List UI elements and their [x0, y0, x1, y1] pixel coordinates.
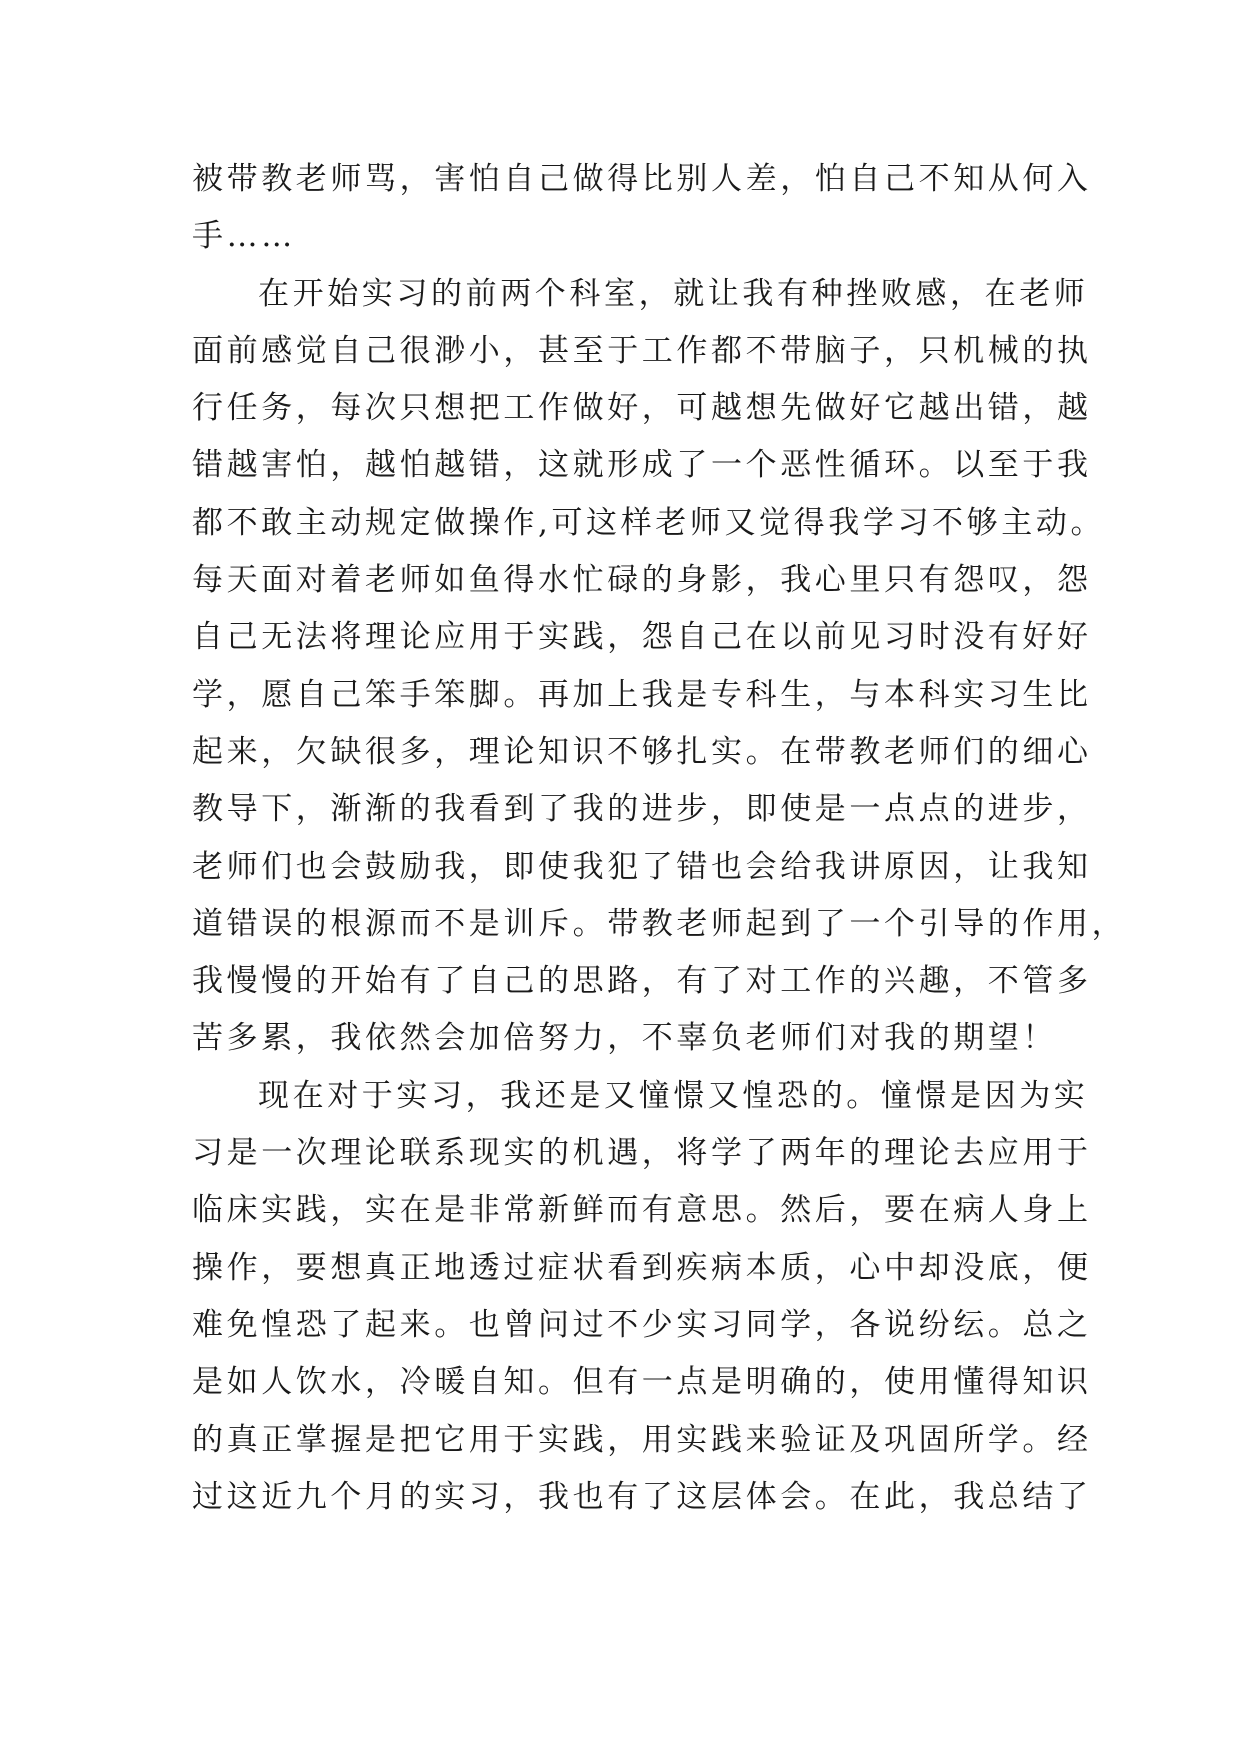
text-line: 习是一次理论联系现实的机遇，将学了两年的理论去应用于 — [192, 1135, 1092, 1172]
text-line: 过这近九个月的实习，我也有了这层体会。在此，我总结了 — [192, 1478, 1092, 1515]
text-line: 教导下，渐渐的我看到了我的进步，即使是一点点的进步， — [192, 791, 1092, 828]
text-line: 道错误的根源而不是训斥。带教老师起到了一个引导的作用， — [192, 905, 1127, 942]
text-line: 苦多累，我依然会加倍努力，不辜负老师们对我的期望！ — [192, 1020, 1057, 1057]
text-line: 学，愿自己笨手笨脚。再加上我是专科生，与本科实习生比 — [192, 676, 1092, 713]
text-line: 的真正掌握是把它用于实践，用实践来验证及巩固所学。经 — [192, 1421, 1092, 1458]
text-line: 临床实践，实在是非常新鲜而有意思。然后，要在病人身上 — [192, 1192, 1092, 1229]
text-line: 错越害怕，越怕越错，这就形成了一个恶性循环。以至于我 — [192, 447, 1092, 484]
text-line: 老师们也会鼓励我，即使我犯了错也会给我讲原因，让我知 — [192, 848, 1092, 885]
text-line: 操作，要想真正地透过症状看到疾病本质，心中却没底，便 — [192, 1249, 1092, 1286]
text-line: 我慢慢的开始有了自己的思路，有了对工作的兴趣，不管多 — [192, 963, 1092, 1000]
text-line: 每天面对着老师如鱼得水忙碌的身影，我心里只有怨叹，怨 — [192, 562, 1092, 599]
text-line: 被带教老师骂，害怕自己做得比别人差，怕自己不知从何入 — [192, 161, 1092, 197]
body-text — [192, 151, 1127, 1526]
text-line: 都不敢主动规定做操作,可这样老师又觉得我学习不够主动。 — [192, 504, 1106, 541]
text-line: 手…… — [192, 218, 296, 255]
text-line: 难免惶恐了起来。也曾问过不少实习同学，各说纷纭。总之 — [192, 1306, 1092, 1343]
text-line: 面前感觉自己很渺小，甚至于工作都不带脑子，只机械的执 — [192, 332, 1092, 369]
paragraph-start-line: 现在对于实习，我还是又憧憬又惶恐的。憧憬是因为实 — [258, 1077, 1089, 1114]
text-line: 起来，欠缺很多，理论知识不够扎实。在带教老师们的细心 — [192, 733, 1092, 770]
text-line: 是如人饮水，冷暖自知。但有一点是明确的，使用懂得知识 — [192, 1364, 1092, 1401]
text-line: 行任务，每次只想把工作做好，可越想先做好它越出错，越 — [192, 390, 1092, 427]
paragraph-start-line: 在开始实习的前两个科室，就让我有种挫败感，在老师 — [258, 275, 1089, 312]
text-line: 自己无法将理论应用于实践，怨自己在以前见习时没有好好 — [192, 619, 1092, 656]
